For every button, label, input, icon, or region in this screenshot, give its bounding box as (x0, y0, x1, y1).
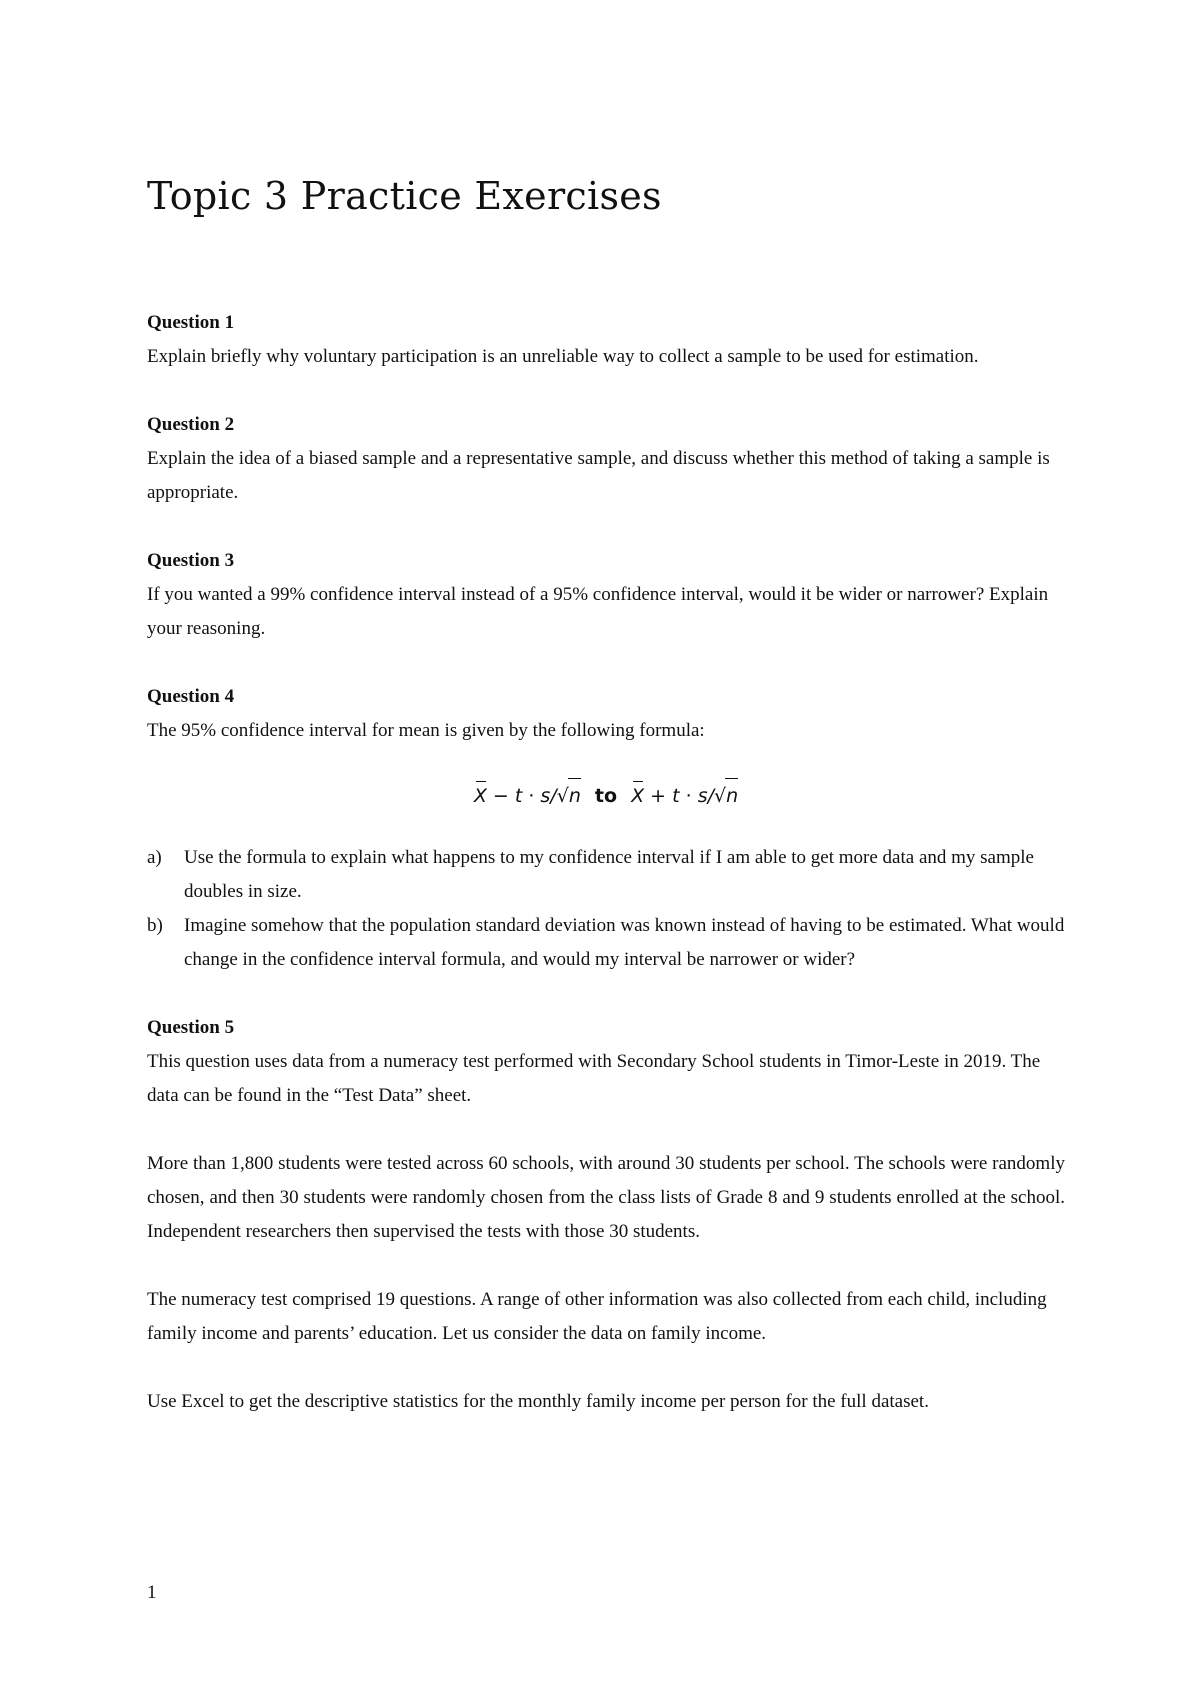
confidence-interval-formula (147, 778, 1065, 813)
question-1-text: Explain briefly why voluntary participation is an unreliable way to collect a sample to be used for estimation. (147, 346, 979, 367)
document-body (147, 170, 1065, 1453)
question-5-paragraph-4: Use Excel to get the descriptive statistics for the monthly family income per person for the full dataset. (147, 1391, 929, 1412)
question-4-text: The 95% confidence interval for mean is given by the following formula: (147, 720, 705, 741)
part-a-marker: a) (147, 847, 162, 868)
formula-upper-rest: + t ⋅ s/ (644, 785, 715, 807)
question-4-part-a (147, 841, 1065, 909)
question-1 (147, 306, 1065, 374)
question-4-part-b (147, 909, 1065, 977)
question-2-heading: Question 2 (147, 414, 235, 435)
question-5-paragraph-1: This question uses data from a numeracy test performed with Secondary School students in Timor-Leste in 2019. The data can be found in the “Test Data” sheet. (147, 1051, 1041, 1106)
question-2 (147, 408, 1065, 510)
question-2-text: Explain the idea of a biased sample and a representative sample, and discuss whether this method of taking a sample is appropriate. (147, 448, 1050, 503)
formula-upper-xbar: X (631, 779, 644, 813)
question-3-heading: Question 3 (147, 550, 235, 571)
question-3-text: If you wanted a 99% confidence interval instead of a 95% confidence interval, would it be wider or narrower? Explain your reasoning. (147, 584, 1049, 639)
question-5 (147, 1011, 1065, 1419)
page-title: Topic 3 Practice Exercises (147, 174, 662, 218)
part-b-marker: b) (147, 915, 163, 936)
formula-upper-radical: √ (714, 785, 727, 807)
formula-lower-n: n (568, 778, 581, 813)
question-5-paragraph-3: The numeracy test comprised 19 questions. A range of other information was also collected from each child, including family income and parents’ education. Let us consider the data on family income. (147, 1289, 1047, 1344)
page-number: 1 (147, 1582, 157, 1603)
question-3 (147, 544, 1065, 646)
question-5-paragraph-2: More than 1,800 students were tested across 60 schools, with around 30 students per school. The schools were randomly chosen, and then 30 students were randomly chosen from the class lists of Grade 8 and 9 students enrolled at the school. Independent researchers then supervised the tests with those 30 students. (147, 1153, 1065, 1242)
formula-lower-xbar: X (474, 779, 487, 813)
formula-lower-radical: √ (556, 785, 569, 807)
formula-connector: to (594, 785, 618, 807)
part-b-text: Imagine somehow that the population standard deviation was known instead of having to be estimated. What would change in the confidence interval formula, and would my interval be narrower or wider? (184, 915, 1065, 970)
part-a-text: Use the formula to explain what happens to my confidence interval if I am able to get more data and my sample doubles in size. (184, 847, 1034, 902)
question-1-heading: Question 1 (147, 312, 235, 333)
formula-lower-rest: − t ⋅ s/ (486, 785, 557, 807)
formula-upper-n: n (725, 778, 738, 813)
question-5-heading: Question 5 (147, 1017, 235, 1038)
question-4 (147, 680, 1065, 977)
question-4-heading: Question 4 (147, 686, 235, 707)
question-4-parts (147, 841, 1065, 977)
